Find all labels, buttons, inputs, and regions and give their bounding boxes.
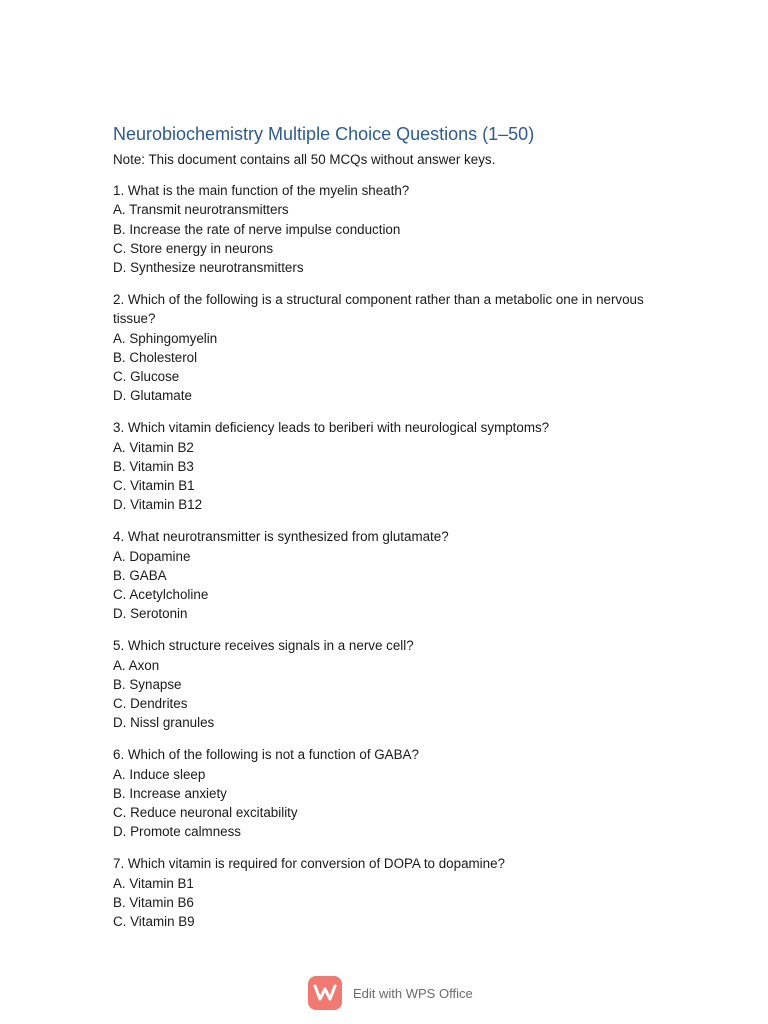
question-7 xyxy=(113,854,653,931)
option-c: C. Vitamin B1 xyxy=(113,478,195,494)
option-d: D. Nissl granules xyxy=(113,715,215,731)
option-a: A. Dopamine xyxy=(113,548,191,564)
option-b: B. Vitamin B3 xyxy=(113,458,194,474)
option-d: D. Serotonin xyxy=(113,606,188,622)
question-text: 1. What is the main function of the myelin sheath? xyxy=(113,183,410,198)
option-c: C. Dendrites xyxy=(113,696,188,712)
option-a: A. Transmit neurotransmitters xyxy=(113,202,289,218)
question-text: 6. Which of the following is not a function of GABA? xyxy=(113,747,419,763)
document-title: Neurobiochemistry Multiple Choice Questions (1–50) xyxy=(113,124,535,144)
option-b: B. Vitamin B6 xyxy=(113,894,194,910)
option-a: A. Vitamin B2 xyxy=(113,439,194,455)
wps-edit-link[interactable] xyxy=(308,975,473,1011)
option-d: D. Synthesize neurotransmitters xyxy=(113,260,304,276)
option-a: A. Vitamin B1 xyxy=(113,875,194,891)
document-note: Note: This document contains all 50 MCQs without answer keys. xyxy=(113,152,496,167)
wps-edit-label: Edit with WPS Office xyxy=(353,985,473,1001)
option-d: D. Vitamin B12 xyxy=(113,497,203,513)
option-b: B. Increase the rate of nerve impulse conduction xyxy=(113,221,401,237)
question-2 xyxy=(113,290,653,406)
option-c: C. Glucose xyxy=(113,369,180,385)
option-d: D. Promote calmness xyxy=(113,824,241,840)
option-b: B. GABA xyxy=(113,567,167,583)
question-text: 2. Which of the following is a structural component rather than a metabolic one in nervous tissue? xyxy=(113,291,644,327)
option-a: A. Induce sleep xyxy=(113,766,206,782)
option-c: C. Reduce neuronal excitability xyxy=(113,805,298,821)
option-a: A. Axon xyxy=(113,657,160,673)
question-1 xyxy=(113,181,653,277)
question-6 xyxy=(113,745,653,841)
question-text: 4. What neurotransmitter is synthesized from glutamate? xyxy=(113,529,449,545)
document-page xyxy=(113,122,653,944)
option-b: B. Cholesterol xyxy=(113,349,198,365)
option-b: B. Synapse xyxy=(113,676,182,692)
question-text: 7. Which vitamin is required for conversion of DOPA to dopamine? xyxy=(113,856,505,872)
question-5 xyxy=(113,636,653,732)
option-a: A. Sphingomyelin xyxy=(113,330,218,346)
question-text: 3. Which vitamin deficiency leads to beriberi with neurological symptoms? xyxy=(113,420,550,436)
option-c: C. Acetylcholine xyxy=(113,587,209,603)
question-4 xyxy=(113,527,653,623)
option-c: C. Store energy in neurons xyxy=(113,240,274,256)
option-c: C. Vitamin B9 xyxy=(113,914,195,930)
option-d: D. Glutamate xyxy=(113,388,192,404)
wps-office-logo-icon xyxy=(308,976,342,1010)
question-text: 5. Which structure receives signals in a nerve cell? xyxy=(113,638,414,654)
question-3 xyxy=(113,418,653,514)
option-b: B. Increase anxiety xyxy=(113,785,227,801)
